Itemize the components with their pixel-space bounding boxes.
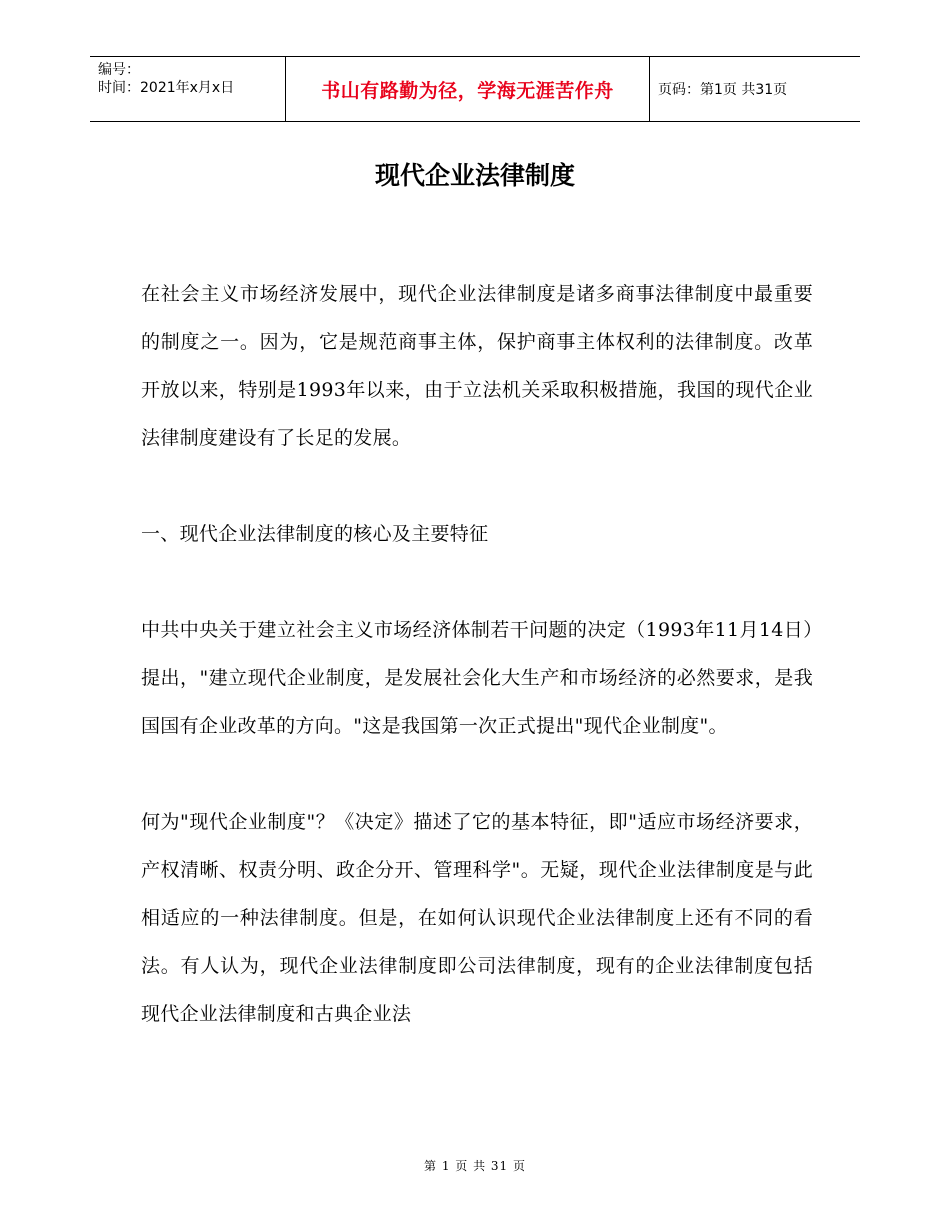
- header-motto-cell: [286, 57, 650, 121]
- header-meta-cell: [90, 57, 286, 121]
- paragraph-intro: 在社会主义市场经济发展中，现代企业法律制度是诸多商事法律制度中最重要的制度之一。因为，它是规范商事主体，保护商事主体权利的法律制度。改革开放以来，特别是1993年以来，由于立法机关采取积极措施，我国的现代企业法律制度建设有了长足的发展。: [141, 283, 813, 449]
- document-title: 现代企业法律制度: [374, 161, 575, 190]
- page-info: 页码：第1页 共31页: [658, 82, 788, 98]
- document-body: [141, 270, 813, 1038]
- page-footer: 第 1 页 共 31 页: [424, 1159, 526, 1173]
- document-header: [90, 56, 860, 122]
- number-label: 编号：: [98, 62, 140, 78]
- paragraph-decision: 中共中央关于建立社会主义市场经济体制若干问题的决定（1993年11月14日）提出，"建立现代企业制度，是发展社会化大生产和市场经济的必然要求，是我国国有企业改革的方向。"这是我国第一次正式提出"现代企业制度"。: [141, 619, 813, 737]
- section-heading: 一、现代企业法律制度的核心及主要特征: [141, 523, 489, 545]
- paragraph-definition: 何为"现代企业制度"？《决定》描述了它的基本特征，即"适应市场经济要求，产权清晰、权责分明、政企分开、管理科学"。无疑，现代企业法律制度是与此相适应的一种法律制度。但是，在如何认识现代企业法律制度上还有不同的看法。有人认为，现代企业法律制度即公司法律制度，现有的企业法律制度包括现代企业法律制度和古典企业法: [141, 811, 813, 1025]
- time-label: 时间：2021年x月x日: [98, 80, 235, 96]
- header-page-cell: [650, 57, 860, 121]
- motto-text: 书山有路勤为径，学海无涯苦作舟: [321, 79, 614, 102]
